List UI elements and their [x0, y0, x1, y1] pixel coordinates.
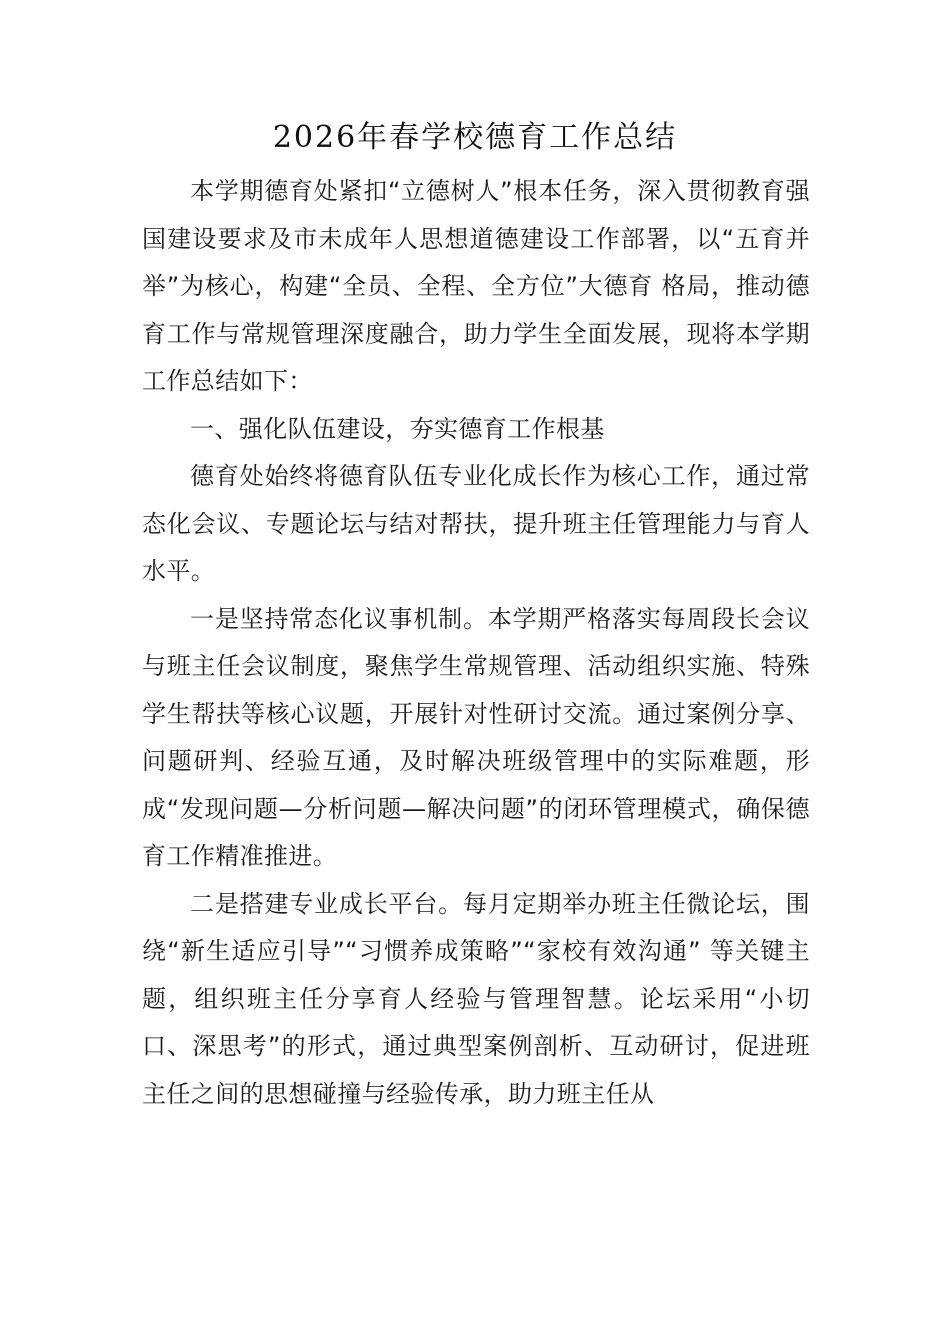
point-2-paragraph: 二是搭建专业成长平台。每月定期举办班主任微论坛，围绕“新生适应引导”“习惯养成策略”“家校有效沟通” 等关键主题，组织班主任分享育人经验与管理智慧。论坛采用“小切口、深思考”的形式，通过典型案例剖析、互动研讨，促进班主任之间的思想碰撞与经验传承，助力班主任从	[142, 889, 810, 1108]
document-title: 2026年春学校德育工作总结	[272, 120, 678, 155]
section-1-paragraph: 德育处始终将德育队伍专业化成长作为核心工作，通过常态化会议、专题论坛与结对帮扶，提升班主任管理能力与育人水平。	[142, 462, 810, 585]
document-body	[142, 168, 810, 1118]
section-heading-1: 一、强化队伍建设，夯实德育工作根基	[190, 414, 605, 443]
point-1-paragraph: 一是坚持常态化议事机制。本学期严格落实每周段长会议与班主任会议制度，聚焦学生常规管理、活动组织实施、特殊学生帮扶等核心议题，开展针对性研讨交流。通过案例分享、问题研判、经验互通，及时解决班级管理中的实际难题，形成“发现问题—分析问题—解决问题”的闭环管理模式，确保德育工作精准推进。	[142, 604, 810, 870]
intro-paragraph: 本学期德育处紧扣“立德树人”根本任务，深入贯彻教育强国建设要求及市未成年人思想道德建设工作部署，以“五育并举”为核心，构建“全员、全程、全方位”大德育 格局，推动德育工作与常规管理深度融合，助力学生全面发展，现将本学期工作总结如下：	[142, 177, 810, 395]
